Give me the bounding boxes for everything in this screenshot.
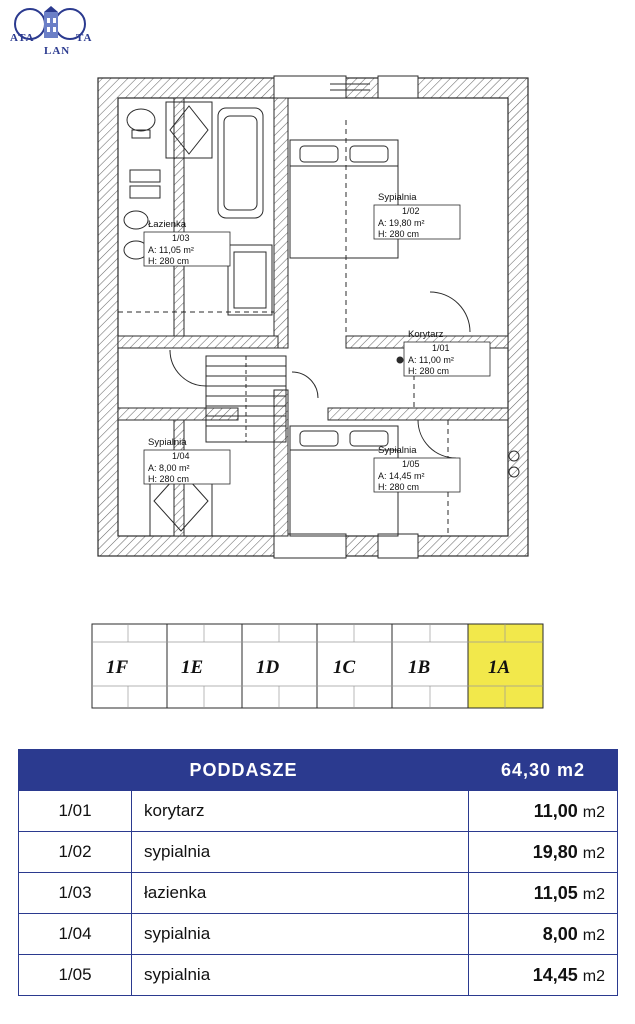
row-code: 1/04: [19, 914, 132, 955]
row-area-value: 8,00: [542, 923, 578, 944]
segments-drawing: [90, 620, 545, 712]
room-height: H: 280 cm: [148, 474, 190, 484]
table-row: [19, 791, 618, 832]
room-name: Sypialnia: [148, 437, 187, 448]
segment-label-1C: 1C: [333, 657, 356, 678]
row-area: [469, 791, 618, 832]
floor-plan-drawing: [78, 60, 548, 580]
room-name: Sypialnia: [378, 192, 417, 203]
row-code: 1/02: [19, 832, 132, 873]
row-code: 1/03: [19, 873, 132, 914]
room-height: H: 280 cm: [148, 256, 190, 266]
row-code: 1/01: [19, 791, 132, 832]
building-segments: [90, 620, 545, 712]
room-code: 1/01: [432, 343, 450, 353]
logo-left-text: ATA: [10, 32, 35, 44]
row-area-unit: m2: [582, 926, 605, 944]
room-area: A: 8,00 m²: [148, 463, 190, 473]
row-area-value: 11,05: [533, 882, 578, 903]
table-row: [19, 955, 618, 996]
row-area: [469, 955, 618, 996]
room-code: 1/02: [402, 206, 420, 216]
table-title: PODDASZE: [19, 750, 469, 791]
room-area: A: 19,80 m²: [378, 218, 425, 228]
row-name: korytarz: [132, 791, 469, 832]
row-name: sypialnia: [132, 832, 469, 873]
row-area-unit: m2: [582, 803, 605, 821]
table-row: [19, 832, 618, 873]
table-row: [19, 914, 618, 955]
room-name: Korytarz: [408, 329, 444, 340]
row-name: łazienka: [132, 873, 469, 914]
room-area: A: 11,05 m²: [148, 245, 194, 255]
room-code: 1/04: [172, 451, 190, 461]
table-total-area: 64,30 m2: [469, 750, 618, 791]
segment-label-1F: 1F: [106, 657, 129, 678]
logo-right-text: TA: [76, 32, 93, 44]
row-name: sypialnia: [132, 955, 469, 996]
segment-label-1E: 1E: [181, 657, 204, 678]
row-area-value: 14,45: [532, 964, 583, 985]
segment-label-1D: 1D: [256, 657, 280, 678]
segment-label-1B: 1B: [408, 657, 431, 678]
room-code: 1/05: [402, 459, 420, 469]
room-area: A: 14,45 m²: [378, 471, 425, 481]
room-name: Łazienka: [148, 219, 187, 230]
logo: [8, 4, 108, 57]
row-area-value: 11,00: [533, 800, 578, 821]
room-height: H: 280 cm: [378, 482, 420, 492]
rooms-table: [18, 749, 618, 996]
floor-plan: [78, 60, 548, 580]
room-area: A: 11,00 m²: [408, 355, 454, 365]
table-row: [19, 873, 618, 914]
row-area-unit: m2: [582, 844, 605, 862]
segment-label-1A: 1A: [488, 657, 511, 678]
row-area: [469, 914, 618, 955]
row-area: [469, 832, 618, 873]
row-name: sypialnia: [132, 914, 469, 955]
row-area-unit: m2: [582, 967, 605, 985]
row-area: [469, 873, 618, 914]
table-header-row: [19, 750, 618, 791]
row-area-unit: m2: [582, 885, 605, 903]
row-area-value: 19,80: [532, 841, 578, 862]
room-height: H: 280 cm: [378, 229, 420, 239]
room-height: H: 280 cm: [408, 366, 450, 376]
row-code: 1/05: [19, 955, 132, 996]
logo-bottom-text: LAN: [44, 45, 71, 57]
room-name: Sypialnia: [378, 445, 417, 456]
room-code: 1/03: [172, 233, 190, 243]
